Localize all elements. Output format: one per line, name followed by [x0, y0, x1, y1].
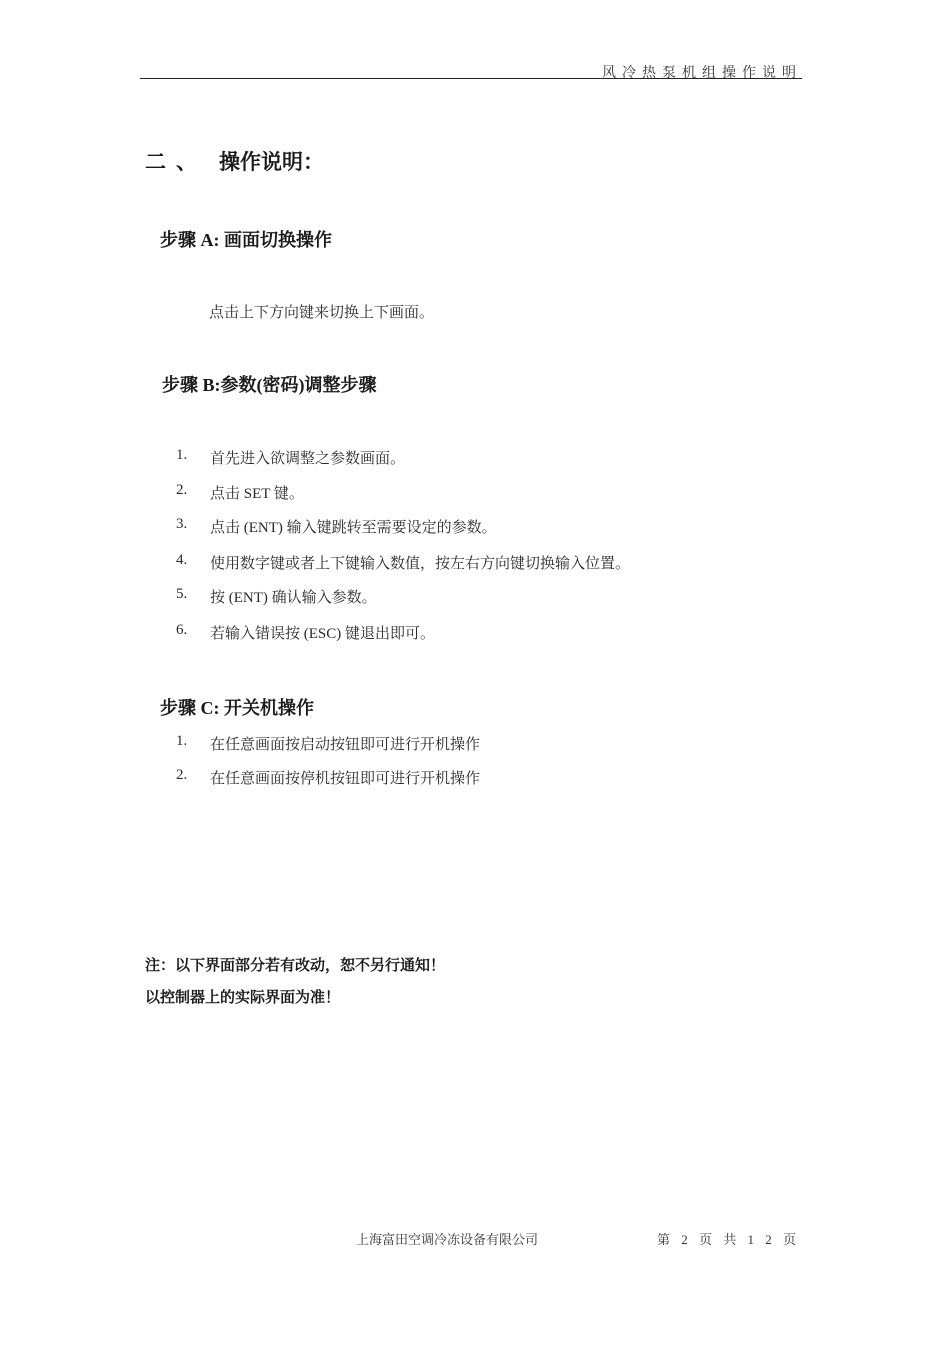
step-c-item-2-number: 2. — [176, 767, 188, 783]
header-divider — [140, 78, 802, 79]
step-b-item-1-number: 1. — [176, 447, 188, 463]
step-c-title: 步骤 C: 开关机操作 — [160, 698, 314, 718]
step-b-item-4-text: 使用数字键或者上下键输入数值，按左右方向键切换输入位置。 — [210, 556, 631, 572]
section-heading — [145, 146, 324, 176]
step-b-item-5-text: 按 (ENT) 确认输入参数。 — [210, 590, 377, 606]
step-b-item-3-text: 点击 (ENT) 输入键跳转至需要设定的参数。 — [210, 520, 497, 536]
header-title: 风冷热泵机组操作说明 — [602, 66, 802, 81]
step-a-text: 点击上下方向键来切换上下画面。 — [209, 305, 435, 321]
step-b-item-1-text: 首先进入欲调整之参数画面。 — [210, 451, 406, 467]
step-b-item-5-number: 5. — [176, 586, 188, 602]
step-b-item-4-number: 4. — [176, 552, 188, 568]
footer-company: 上海富田空调冷冻设备有限公司 — [356, 1232, 539, 1247]
section-separator: 、 — [176, 150, 197, 174]
step-b-item-2-text: 点击 SET 键。 — [210, 486, 304, 502]
footer-page-number: 第 2 页 共 1 2 页 — [657, 1232, 801, 1247]
step-c-item-1-text: 在任意画面按启动按钮即可进行开机操作 — [210, 737, 481, 753]
section-number: 二 — [145, 150, 166, 174]
step-b-item-6-number: 6. — [176, 622, 188, 638]
step-c-item-2-text: 在任意画面按停机按钮即可进行开机操作 — [210, 771, 481, 787]
step-c-item-1-number: 1. — [176, 733, 188, 749]
section-title: 操作说明： — [219, 150, 324, 174]
note-line-1: 注：以下界面部分若有改动，恕不另行通知！ — [145, 956, 446, 974]
step-b-title: 步骤 B:参数(密码)调整步骤 — [162, 375, 377, 395]
step-b-item-3-number: 3. — [176, 516, 188, 532]
step-a-title: 步骤 A: 画面切换操作 — [160, 230, 332, 250]
step-b-item-6-text: 若输入错误按 (ESC) 键退出即可。 — [210, 626, 436, 642]
note-line-2: 以控制器上的实际界面为准！ — [145, 988, 341, 1006]
step-b-item-2-number: 2. — [176, 482, 188, 498]
